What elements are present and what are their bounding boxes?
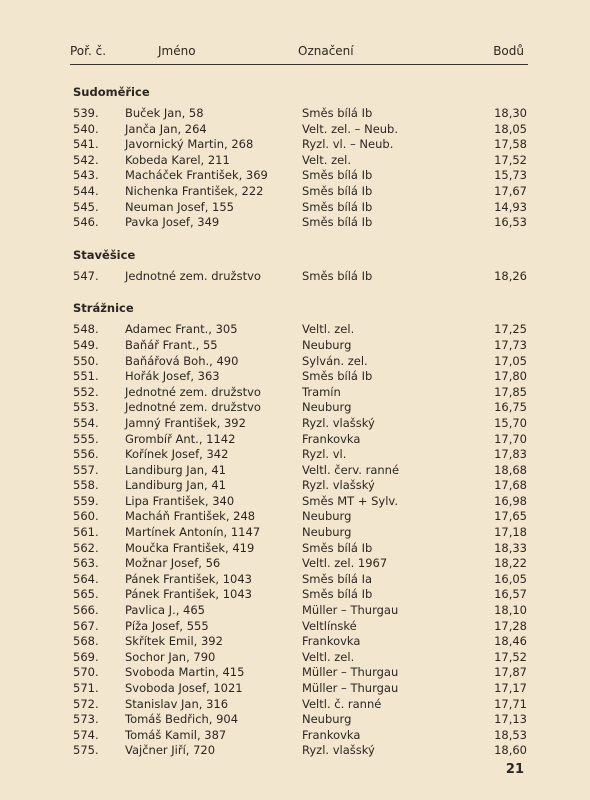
table-row: [73, 494, 527, 510]
row-number: 566.: [73, 603, 99, 618]
results-table: [73, 82, 527, 759]
row-name: Jednotné zem. družstvo: [125, 400, 261, 415]
table-row: [73, 385, 527, 401]
table-row: [73, 619, 527, 635]
table-row: [73, 322, 527, 338]
row-designation: Frankovka: [302, 431, 361, 446]
header-rule: [70, 64, 528, 65]
table-row: [73, 603, 527, 619]
page-number: 21: [505, 762, 524, 777]
row-designation: Neuburg: [302, 525, 352, 540]
row-number: 568.: [73, 634, 99, 649]
table-row: [73, 634, 527, 650]
row-number: 560.: [73, 509, 99, 524]
row-designation: Veltlínské: [302, 618, 357, 633]
table-row: [73, 572, 527, 588]
row-name: Javornický Martin, 268: [125, 137, 254, 152]
row-designation: Směs MT + Sylv.: [302, 493, 398, 508]
row-points: 17,67: [494, 183, 527, 198]
row-points: 18,05: [494, 121, 527, 136]
row-points: 16,75: [494, 400, 527, 415]
row-name: Stanislav Jan, 316: [125, 696, 229, 711]
row-designation: Směs bílá Ib: [302, 540, 373, 555]
table-row: [73, 541, 527, 557]
row-points: 17,68: [494, 478, 527, 493]
row-number: 562.: [73, 540, 99, 555]
row-designation: Veltl. č. ranné: [302, 696, 382, 711]
row-name: Nichenka František, 222: [125, 183, 264, 198]
row-number: 549.: [73, 337, 99, 352]
row-points: 17,13: [494, 712, 527, 727]
table-row: [73, 665, 527, 681]
row-designation: Veltl. zel.: [302, 322, 355, 337]
row-points: 17,80: [494, 369, 527, 384]
row-name: Možnar Josef, 56: [125, 556, 221, 571]
table-row: [73, 447, 527, 463]
table-row: [73, 556, 527, 572]
row-designation: Frankovka: [302, 634, 361, 649]
table-row: [73, 215, 527, 231]
row-number: 571.: [73, 681, 99, 695]
table-row: [73, 712, 527, 728]
row-points: 16,53: [494, 215, 527, 230]
row-number: 557.: [73, 462, 99, 477]
row-points: 18,33: [494, 540, 527, 555]
row-designation: Směs bílá Ib: [302, 369, 373, 384]
row-points: 18,46: [494, 634, 527, 649]
row-points: 16,57: [494, 587, 527, 602]
row-designation: Neuburg: [302, 337, 352, 352]
table-row: [73, 525, 527, 541]
section-title: Sudoměřice: [73, 85, 150, 99]
row-number: 548.: [73, 322, 99, 337]
row-points: 17,52: [494, 152, 527, 167]
row-designation: Směs bílá Ib: [302, 183, 373, 198]
row-name: Svoboda Martin, 415: [125, 665, 245, 680]
row-number: 565.: [73, 587, 99, 602]
row-points: 17,70: [494, 431, 527, 446]
row-points: 16,98: [494, 493, 527, 508]
row-name: Macháň František, 248: [125, 509, 256, 524]
row-designation: Ryzl. vlašský: [302, 415, 375, 430]
row-number: 570.: [73, 665, 99, 680]
row-number: 573.: [73, 712, 99, 727]
row-name: Grombíř Ant., 1142: [125, 431, 236, 446]
row-points: 17,17: [494, 681, 527, 695]
row-points: 18,60: [494, 743, 527, 758]
row-points: 15,73: [494, 168, 527, 183]
row-points: 18,10: [494, 603, 527, 618]
row-number: 563.: [73, 556, 99, 571]
row-name: Kobeda Karel, 211: [125, 152, 230, 167]
row-designation: Ryzl. vl. – Neub.: [302, 137, 394, 152]
table-row: [73, 153, 527, 169]
table-row: [73, 369, 527, 385]
row-number: 546.: [73, 215, 99, 230]
row-points: 18,53: [494, 727, 527, 742]
section-gap: [73, 231, 527, 245]
section-gap: [73, 284, 527, 298]
row-name: Pánek František, 1043: [125, 587, 252, 602]
row-designation: Veltl. zel.: [302, 649, 355, 664]
row-designation: Sylván. zel.: [302, 353, 368, 368]
row-number: 561.: [73, 525, 99, 540]
row-name: Hořák Josef, 363: [125, 369, 220, 384]
row-designation: Neuburg: [302, 400, 352, 415]
row-designation: Směs bílá Ia: [302, 571, 373, 586]
row-name: Baňářová Boh., 490: [125, 353, 239, 368]
row-points: 16,05: [494, 571, 527, 586]
row-points: 17,83: [494, 447, 527, 462]
table-row: [73, 416, 527, 432]
row-name: Landiburg Jan, 41: [125, 462, 226, 477]
row-name: Píža Josef, 555: [125, 618, 209, 633]
table-row: [73, 681, 527, 697]
row-designation: Ryzl. vlašský: [302, 478, 375, 493]
row-points: 18,30: [494, 106, 527, 120]
table-row: [73, 728, 527, 744]
row-points: 18,26: [494, 268, 527, 283]
header-number: Poř. č.: [70, 44, 107, 58]
row-name: Martínek Antonín, 1147: [125, 525, 261, 540]
row-points: 17,71: [494, 696, 527, 711]
table-row: [73, 200, 527, 216]
row-number: 558.: [73, 478, 99, 493]
row-points: 15,70: [494, 415, 527, 430]
row-name: Pánek František, 1043: [125, 571, 252, 586]
row-name: Jednotné zem. družstvo: [125, 384, 261, 399]
row-name: Jednotné zem. družstvo: [125, 268, 261, 283]
row-name: Pavlica J., 465: [125, 603, 205, 618]
row-points: 17,25: [494, 322, 527, 337]
row-name: Skřítek Emil, 392: [125, 634, 223, 649]
row-points: 18,68: [494, 462, 527, 477]
row-designation: Velt. zel. – Neub.: [302, 121, 399, 136]
row-name: Kořínek Josef, 342: [125, 447, 229, 462]
row-points: 14,93: [494, 199, 527, 214]
row-points: 17,28: [494, 618, 527, 633]
table-row: [73, 122, 527, 138]
table-row: [73, 137, 527, 153]
row-name: Buček Jan, 58: [125, 106, 204, 120]
table-row: [73, 463, 527, 479]
header-designation: Označení: [298, 44, 354, 58]
row-designation: Směs bílá Ib: [302, 268, 373, 283]
row-number: 539.: [73, 106, 99, 120]
row-designation: Veltl. červ. ranné: [302, 462, 400, 477]
row-points: 17,87: [494, 665, 527, 680]
row-name: Svoboda Josef, 1021: [125, 681, 243, 695]
row-name: Moučka František, 419: [125, 540, 255, 555]
row-designation: Směs bílá Ib: [302, 168, 373, 183]
header-points: Bodů: [493, 44, 524, 58]
row-name: Adamec Frant., 305: [125, 322, 238, 337]
row-name: Pavka Josef, 349: [125, 215, 220, 230]
row-designation: Müller – Thurgau: [302, 603, 399, 618]
row-number: 553.: [73, 400, 99, 415]
table-row: [73, 478, 527, 494]
section-title: Stavěšice: [73, 247, 136, 262]
row-designation: Tramín: [302, 384, 341, 399]
row-name: Sochor Jan, 790: [125, 649, 216, 664]
row-points: 17,58: [494, 137, 527, 152]
table-header: [70, 44, 526, 62]
row-name: Tomáš Kamil, 387: [125, 727, 227, 742]
row-number: 542.: [73, 152, 99, 167]
row-name: Vajčner Jiří, 720: [125, 743, 216, 758]
row-name: Baňář Frant., 55: [125, 337, 218, 352]
row-name: Landiburg Jan, 41: [125, 478, 226, 493]
row-points: 17,05: [494, 353, 527, 368]
row-number: 541.: [73, 137, 99, 152]
row-points: 17,73: [494, 337, 527, 352]
row-number: 572.: [73, 696, 99, 711]
row-points: 17,65: [494, 509, 527, 524]
row-designation: Müller – Thurgau: [302, 665, 399, 680]
table-row: [73, 650, 527, 666]
table-row: [73, 106, 527, 122]
table-row: [73, 338, 527, 354]
row-designation: Frankovka: [302, 727, 361, 742]
section-title: Strážnice: [73, 301, 134, 316]
table-row: [73, 269, 527, 285]
row-number: 555.: [73, 431, 99, 446]
row-designation: Neuburg: [302, 712, 352, 727]
table-row: [73, 400, 527, 416]
row-number: 540.: [73, 121, 99, 136]
row-points: 17,85: [494, 384, 527, 399]
row-number: 554.: [73, 415, 99, 430]
table-row: [73, 587, 527, 603]
header-name: Jméno: [158, 44, 196, 58]
row-points: 17,18: [494, 525, 527, 540]
row-name: Macháček František, 369: [125, 168, 268, 183]
row-number: 564.: [73, 571, 99, 586]
row-number: 551.: [73, 369, 99, 384]
row-designation: Směs bílá Ib: [302, 587, 373, 602]
row-designation: Müller – Thurgau: [302, 681, 399, 695]
table-row: [73, 697, 527, 713]
row-name: Lipa František, 340: [125, 493, 235, 508]
row-points: 18,22: [494, 556, 527, 571]
table-row: [73, 509, 527, 525]
row-number: 556.: [73, 447, 99, 462]
table-row: [73, 432, 527, 448]
row-designation: Směs bílá Ib: [302, 215, 373, 230]
table-row: [73, 168, 527, 184]
row-number: 545.: [73, 199, 99, 214]
row-number: 544.: [73, 183, 99, 198]
row-number: 567.: [73, 618, 99, 633]
row-name: Tomáš Bedřich, 904: [125, 712, 239, 727]
row-number: 550.: [73, 353, 99, 368]
row-number: 552.: [73, 384, 99, 399]
row-points: 17,52: [494, 649, 527, 664]
row-number: 543.: [73, 168, 99, 183]
table-row: [73, 743, 527, 759]
row-designation: Ryzl. vl.: [302, 447, 347, 462]
row-number: 574.: [73, 727, 99, 742]
row-name: Jamný František, 392: [125, 415, 246, 430]
row-designation: Směs bílá Ib: [302, 106, 373, 120]
row-number: 547.: [73, 268, 99, 283]
row-designation: Ryzl. vlašský: [302, 743, 375, 758]
row-number: 569.: [73, 649, 99, 664]
row-number: 559.: [73, 493, 99, 508]
row-designation: Směs bílá Ib: [302, 199, 373, 214]
row-name: Neuman Josef, 155: [125, 199, 234, 214]
row-designation: Neuburg: [302, 509, 352, 524]
row-designation: Velt. zel.: [302, 152, 352, 167]
row-name: Janča Jan, 264: [125, 121, 207, 136]
table-row: [73, 184, 527, 200]
table-row: [73, 354, 527, 370]
row-designation: Veltl. zel. 1967: [302, 556, 388, 571]
row-number: 575.: [73, 743, 99, 758]
